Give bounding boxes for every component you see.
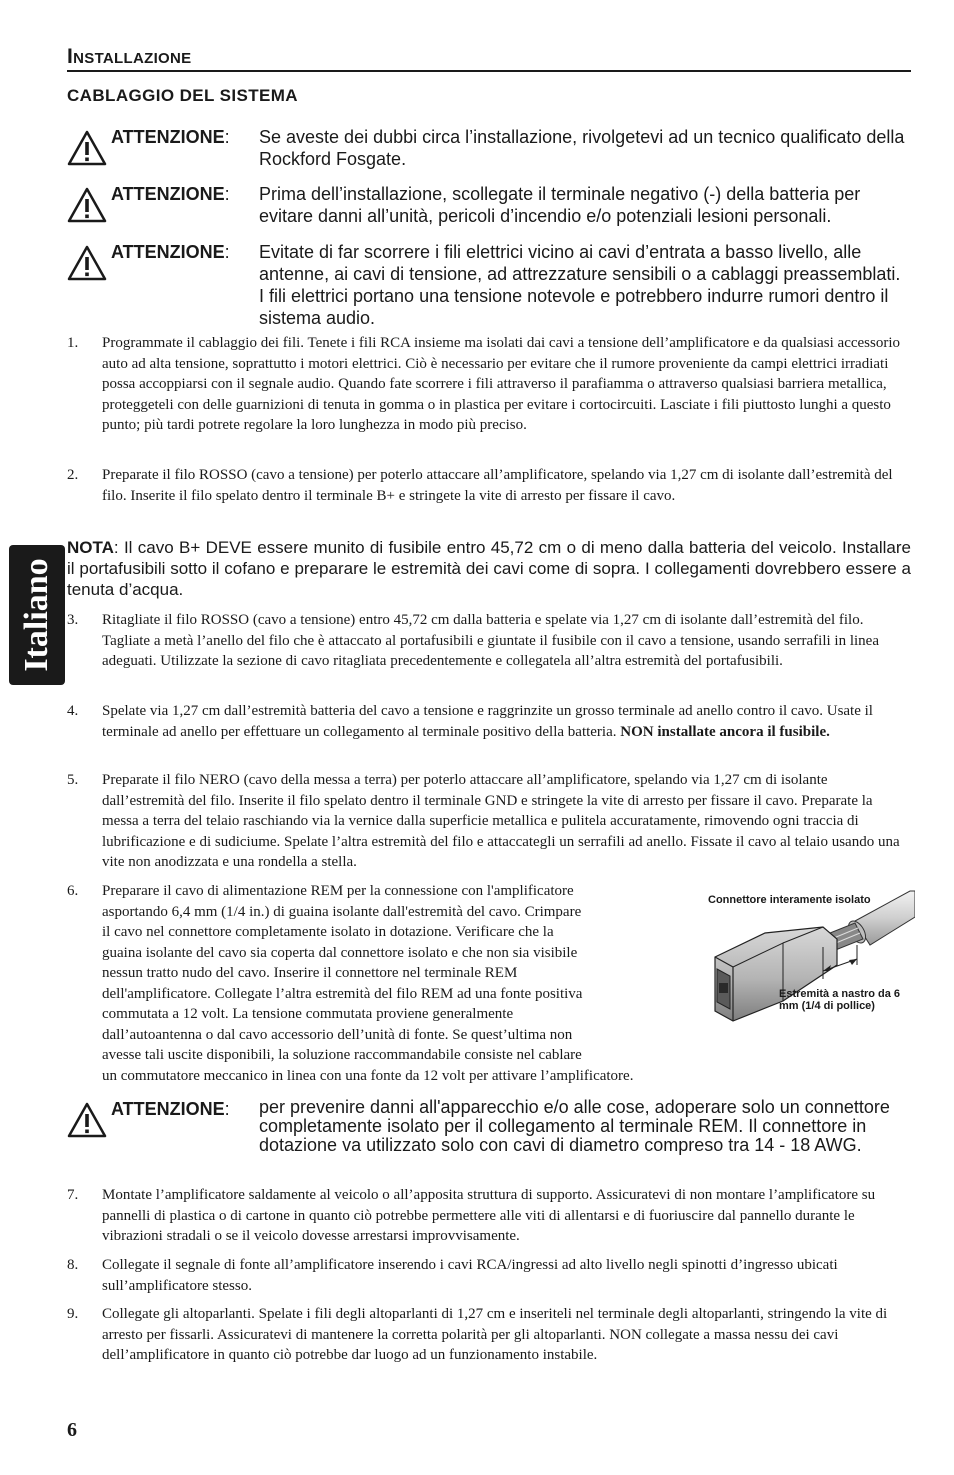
warning-triangle-icon: [67, 130, 107, 166]
warning-triangle-icon: [67, 245, 107, 281]
list-item: [67, 1304, 911, 1388]
item-number: 2.: [67, 467, 79, 483]
page-header: [67, 44, 911, 72]
warning-block: [67, 1098, 911, 1188]
item-text: Preparate il filo NERO (cavo della messa a terra) per poterlo attaccare all’amplificatore, spelando via 1,27 cm di isolante dall’estremità del filo. Inserite il filo spelato dentro il terminale GND e stringete la vite di arresto per fissare il cavo. Preparate la messa a terra del telaio raschiando via la vernice dalla superficie metallica e pulitela accuratamente, rimovendo ogni traccia di lubrificazione e di sudiciume. Spelate l’altra estremità del filo e attaccategli un serrafili ad anello. Fissate il cavo al telaio usando una vite non anodizzata e una rondella a stella.: [102, 772, 900, 870]
item-number: 5.: [67, 772, 79, 788]
language-side-tab-label: Italiano: [18, 558, 55, 672]
warning-text: Evitate di far scorrere i fili elettrici vicino ai cavi d’entrata a basso livello, alle antenne, ai cavi di tensione, ad attrezzature sensibili o a cablaggi preassemblati. I fili elettrici portano una tensione notevole e potrebbero indurre rumori dentro il sistema audio.: [259, 242, 901, 328]
item-number: 3.: [67, 612, 79, 628]
figure-label-connector: Connettore interamente isolato: [708, 894, 871, 906]
section-title: CABLAGGIO DEL SISTEMA: [67, 86, 298, 105]
list-item: [67, 1185, 911, 1247]
item-text: Ritagliate il filo ROSSO (cavo a tensione) entro 45,72 cm dalla batteria e spelate via 1,27 cm di isolante dall’estremità del filo. Tagliate a metà l’anello del filo che è attaccato al portafusibili e giuntate il fusibile con il cavo a tensione, usando serrafili in linea adeguati. Utilizzate la sezione di cavo ritagliata precedentemente e collegatela all’altra estremità del portafusibili.: [102, 612, 879, 669]
warning-block: [67, 126, 911, 172]
item-number: 9.: [67, 1306, 79, 1322]
item-text: Spelate via 1,27 cm dall’estremità batteria del cavo a tensione e raggrinzite un grosso terminale ad anello contro il cavo. Usate il terminale ad anello per effettuare un collegamento al terminale positivo della batteria. NON installate ancora il fusibile.: [102, 703, 873, 740]
item-number: 8.: [67, 1257, 79, 1273]
warning-text: Se aveste dei dubbi circa l’installazione, rivolgetevi ad un tecnico qualificato della Rockford Fosgate.: [259, 127, 905, 169]
note-block: NOTA: Il cavo B+ DEVE essere munito di fusibile entro 45,72 cm o di meno dalla batteria del veicolo. Installare il portafusibili sotto il cofano e preparare le estremità dei cavi come di sopra. I collegamenti dovrebbero essere a tenuta d’acqua.: [67, 538, 911, 599]
header-title: Installazione: [67, 45, 192, 68]
item-text: Programmate il cablaggio dei fili. Tenete i fili RCA insieme ma isolati dai cavi a tensione dell’amplificatore e da qualsiasi accessorio auto ad alta tensione, soprattutto i motori elettrici. Ciò è necessario per evitare che il rumore proveniente da campi elettrici irradiati possa accoppiarsi con il segnale audio. Quando fate scorrere i fili attraverso il parafiamma o attraverso qualsiasi barriera metallica, proteggeteli con delle guarnizioni di tenuta in gomma o in plastica per evitare i cortocircuiti. Lasciate i fili piuttosto lunghi a questo punto; più tardi potrete regolare la loro lunghezza in modo più preciso.: [102, 335, 901, 433]
warning-triangle-icon: [67, 1102, 107, 1138]
list-item: [67, 465, 911, 527]
warning-triangle-icon: [67, 187, 107, 223]
list-item: [67, 770, 911, 874]
language-side-tab: [9, 545, 65, 685]
warning-label: ATTENZIONE:: [111, 184, 230, 204]
insulated-connector-figure: [705, 887, 915, 1035]
list-item: [67, 333, 911, 457]
note-text: Il cavo B+ DEVE essere munito di fusibile entro 45,72 cm o di meno dalla batteria del veicolo. Installare il portafusibili sotto il cofano e preparare le estremità dei cavi come di sopra. I collegamenti dovrebbero essere a tenuta d’acqua.: [67, 538, 911, 599]
note-label: NOTA: [67, 538, 114, 557]
warning-label: ATTENZIONE:: [111, 242, 230, 262]
list-item: [67, 1255, 911, 1297]
item-text: Preparare il cavo di alimentazione REM per la connessione con l'amplificatore asportando 6,4 mm (1/4 in.) di guaina isolante dall'estremità del cavo. Crimpare il cavo nel connettore completamente isolato in dotazione. Verificare che la guaina isolante del cavo sia coperta dal connettore isolato e che non sia visibile nessun tratto nudo del cavo. Inserire il connettore nel terminale REM dell'amplificatore. Collegate l’altra estremità del filo REM ad una fonte positiva commutata a 12 volt. La tensione commutata proviene generalmente dall’autoantenna o dal cavo accessorio dell’unità di fonte. Se quest’ultima non avesse tali uscite disponibili, la soluzione raccommandabile consiste nel cablare un commutatore meccanico in linea con una fonte da 12 volt per attivare l’amplificatore.: [102, 883, 634, 1084]
warning-text: Prima dell’installazione, scollegate il terminale negativo (-) della batteria per evitare danni all’unità, pericoli d’incendio e/o potenziali lesioni personali.: [259, 184, 861, 226]
warning-block: [67, 241, 911, 331]
item-number: 1.: [67, 335, 79, 351]
warning-text: per prevenire danni all'apparecchio e/o alle cose, adoperare solo un connettore completamente isolato per il collegamento al terminale REM. Il connettore in dotazione va utilizzato solo con cavi di diametro compreso tra 14 - 18 AWG.: [259, 1097, 890, 1155]
item-text: Collegate il segnale di fonte all’amplificatore inserendo i cavi RCA/ingressi ad alto livello negli spinotti d’ingresso ubicati sull’amplificatore stesso.: [102, 1257, 838, 1294]
page-number: 6: [67, 1419, 77, 1441]
item-number: 7.: [67, 1187, 79, 1203]
figure-label-stripped-end: Estremità a nastro da 6 mm (1/4 di pollice): [779, 988, 901, 1012]
warning-label: ATTENZIONE:: [111, 1099, 230, 1119]
item-text: Preparate il filo ROSSO (cavo a tensione) per poterlo attaccare all’amplificatore, spelando via 1,27 cm di isolante dall’estremità del filo. Inserite il filo spelato dentro il terminale B+ e stringete la vite di arresto per fissare il cavo.: [102, 467, 893, 504]
item-text: Collegate gli altoparlanti. Spelate i fili degli altoparlanti di 1,27 cm e inseriteli nel terminale degli altoparlanti, stringendo la vite di arresto per fissarli. Assicuratevi di mantenere la corretta polarità per gli altoparlanti. NON collegate a massa nessu dei cavi dell’amplificatore in quanto ciò potrebbe dar luogo ad un funzionamento instabile.: [102, 1306, 888, 1363]
list-item: [67, 701, 911, 763]
item-text: Montate l’amplificatore saldamente al veicolo o all’apposita struttura di supporto. Assicuratevi di non montare l’amplificatore su pannelli di plastica o di cartone in quanto ciò potrebbe permettere alle viti di allentarsi e di fuoriuscire dal pannello durante le vibrazioni stradali o se il veicolo dovesse arrestarsi improvvisamente.: [102, 1187, 876, 1244]
item-number: 6.: [67, 883, 79, 899]
warning-label: ATTENZIONE:: [111, 127, 230, 147]
warning-block: [67, 183, 911, 229]
connector-illustration: [705, 887, 915, 1035]
item-number: 4.: [67, 703, 79, 719]
list-item: [67, 610, 911, 692]
